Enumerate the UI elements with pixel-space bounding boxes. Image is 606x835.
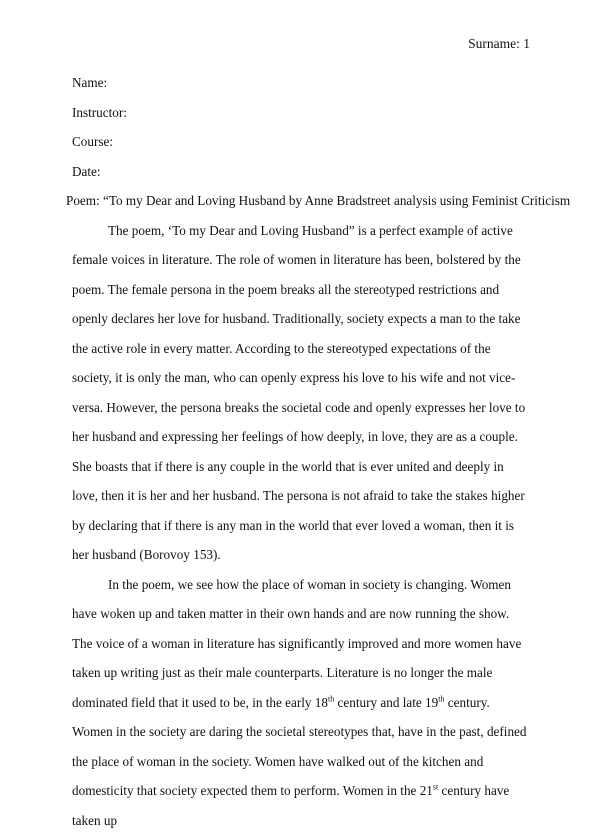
- paragraph-2: [72, 570, 532, 835]
- running-head: [468, 36, 530, 52]
- name-line: Name:: [72, 68, 532, 98]
- running-head-text: Surname: 1: [468, 36, 530, 51]
- paragraph-2-text-4: century have taken up: [72, 783, 509, 828]
- ordinal-suffix-1: th: [328, 694, 334, 703]
- paragraph-2-text-2: century and late 19: [334, 695, 438, 710]
- paragraph-1: The poem, ‘To my Dear and Loving Husband” is a perfect example of active female voices in literature. The role of women in literature has been, bolstered by the poem. The female persona in the poem breaks all the stereotyped restrictions and openly declares her love for husband. Traditionally, society expects a man to the take the active role in every matter. According to the stereotyped expectations of the society, it is only the man, who can openly express his love to his wife and not vice-versa. However, the persona breaks the societal code and openly expresses her love to her husband and expressing her feelings of how deeply, in love, they are as a couple. She boasts that if there is any couple in the world that is ever united and deeply in love, then it is her and her husband. The persona is not afraid to take the stakes higher by declaring that if there is any man in the world that ever loved a woman, then it is her husband (Borovoy 153).: [72, 216, 532, 570]
- date-line: Date:: [72, 157, 532, 187]
- ordinal-suffix-2: th: [438, 694, 444, 703]
- paragraph-2-text-3: century. Women in the society are daring the societal stereotypes that, have in the past, defined the place of woman in the society. Women have walked out of the kitchen and domesticity that society expected them to perform. Women in the 21: [72, 695, 527, 799]
- instructor-line: Instructor:: [72, 98, 532, 128]
- paragraph-2-text-1: In the poem, we see how the place of woman in society is changing. Women have woken up and taken matter in their own hands and are now running the show. The voice of a woman in literature has significantly improved and more women have taken up writing just as their male counterparts. Literature is no longer the male dominated field that it used to be, in the early 18: [72, 577, 521, 710]
- ordinal-suffix-3: st: [433, 783, 438, 792]
- document-body: [72, 68, 532, 835]
- essay-title: Poem: “To my Dear and Loving Husband by Anne Bradstreet analysis using Feminist Criticism: [66, 186, 546, 216]
- course-line: Course:: [72, 127, 532, 157]
